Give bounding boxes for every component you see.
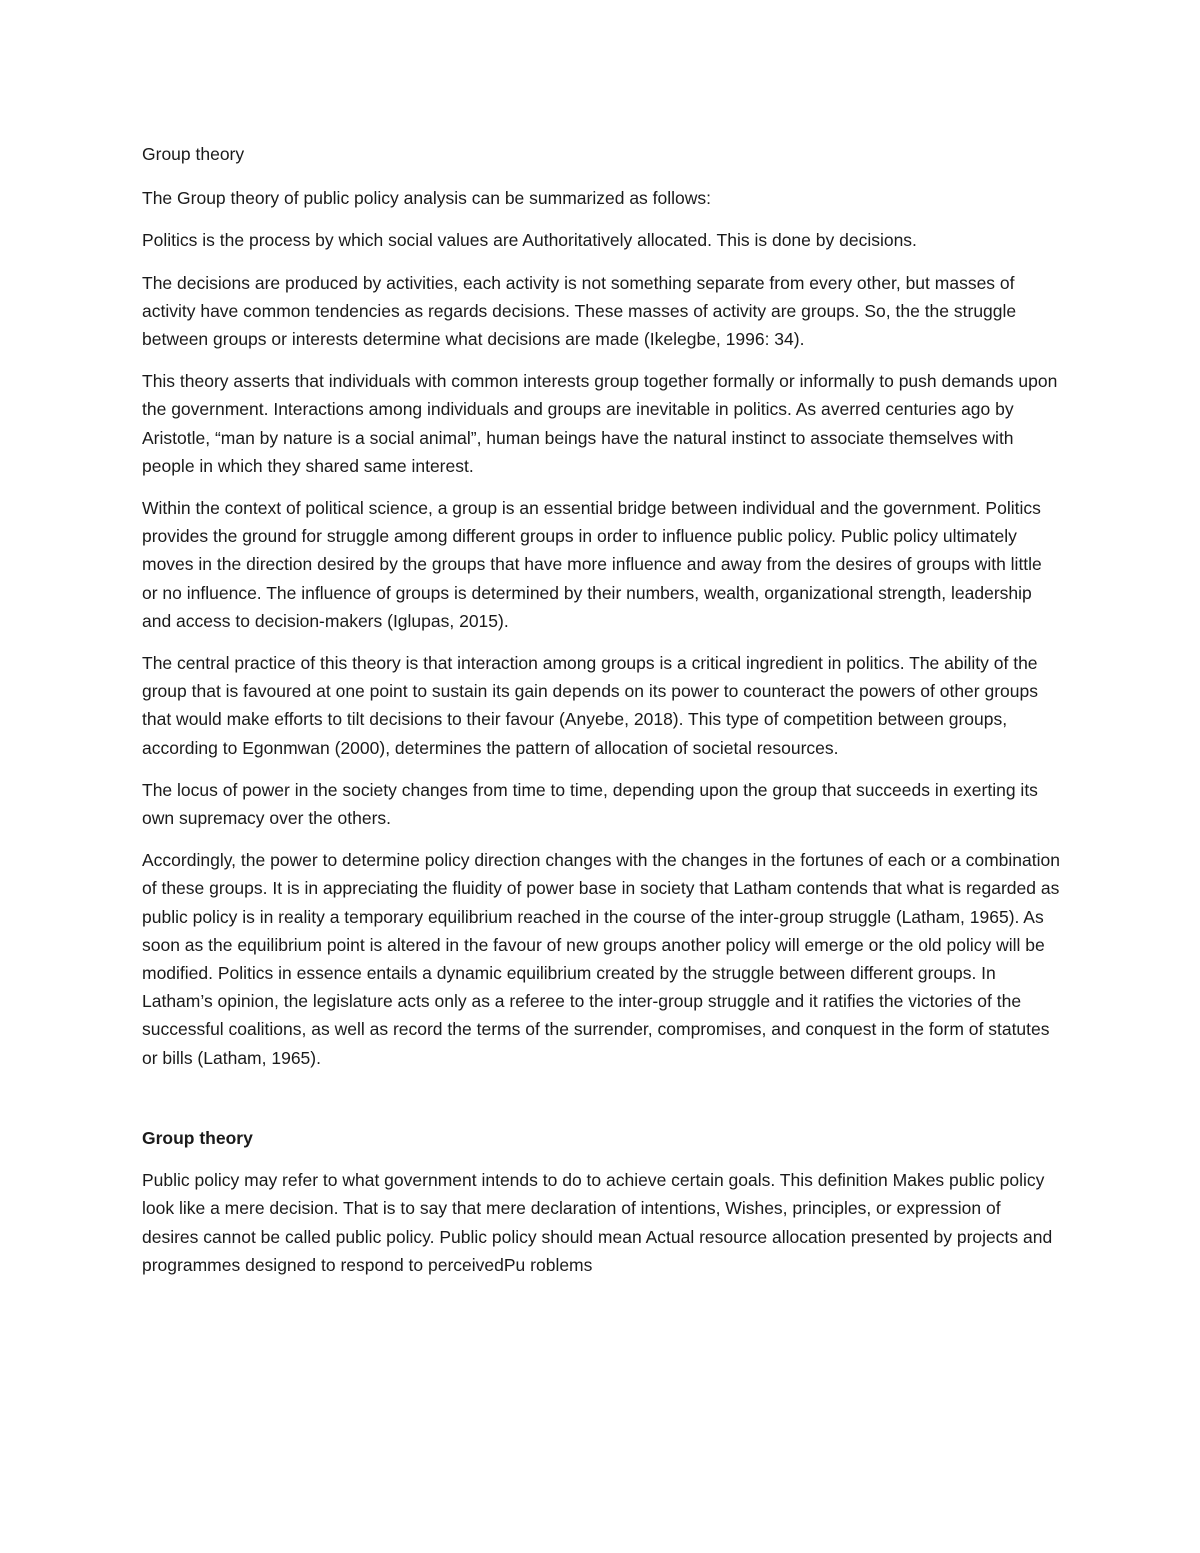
paragraph-latham-equilibrium: Accordingly, the power to determine policy direction changes with the changes in the fortunes of each or a combination of these groups. It is in appreciating the fluidity of power base in society that Latham contends that what is regarded as public policy is in reality a temporary equilibrium reached in the course of the inter-group struggle (Latham, 1965). As soon as the equilibrium point is altered in the favour of new groups another policy will emerge or the old policy will be modified. Politics in essence entails a dynamic equilibrium created by the struggle between different groups. In Latham’s opinion, the legislature acts only as a referee to the inter-group struggle and it ratifies the victories of the successful coalitions, as well as record the terms of the surrender, compromises, and conquest in the form of statutes or bills (Latham, 1965). bbox=[142, 850, 1060, 1068]
paragraph-locus-of-power: The locus of power in the society changes from time to time, depending upon the group that succeeds in exerting its own supremacy over the others. bbox=[142, 779, 1038, 829]
paragraph-public-policy-definition: Public policy may refer to what government intends to do to achieve certain goals. This definition Makes public policy look like a mere decision. That is to say that mere declaration of intentions, Wishes, principles, or expression of desires cannot be called public policy. Public policy should mean Actual resource allocation presented by projects and programmes designed to respond to perceivedPu roblems bbox=[142, 1170, 1053, 1275]
section-heading-group-theory: Group theory bbox=[142, 1127, 253, 1148]
paragraph-theory-assertion: This theory asserts that individuals with common interests group together formally or informally to push demands upon the government. Interactions among individuals and groups are inevitable in politics. As averred centuries ago by Aristotle, “man by nature is a social animal”, human beings have the natural instinct to associate themselves with people in which they shared same interest. bbox=[142, 371, 1058, 476]
paragraph-decisions: The decisions are produced by activities, each activity is not something separate from every other, but masses of activity have common tendencies as regards decisions. These masses of activity are groups. So, the the struggle between groups or interests determine what decisions are made (Ikelegbe, 1996: 34). bbox=[142, 272, 1017, 350]
document-body bbox=[142, 140, 1060, 1293]
document-title: Group theory bbox=[142, 144, 245, 164]
paragraph-summary-intro: The Group theory of public policy analysis can be summarized as follows: bbox=[142, 188, 712, 209]
paragraph-political-science-context: Within the context of political science, a group is an essential bridge between individual and the government. Politics provides the ground for struggle among different groups in order to influence public policy. Public policy ultimately moves in the direction desired by the groups that have more influence and away from the desires of groups with little or no influence. The influence of groups is determined by their numbers, wealth, organizational strength, leadership and access to decision-makers (Iglupas, 2015). bbox=[142, 498, 1042, 631]
paragraph-politics-definition: Politics is the process by which social values are Authoritatively allocated. This is done by decisions. bbox=[142, 230, 917, 251]
paragraph-central-practice: The central practice of this theory is that interaction among groups is a critical ingredient in politics. The ability of the group that is favoured at one point to sustain its gain depends on its power to counteract the powers of other groups that would make efforts to tilt decisions to their favour (Anyebe, 2018). This type of competition between groups, according to Egonmwan (2000), determines the pattern of allocation of societal resources. bbox=[142, 653, 1038, 758]
